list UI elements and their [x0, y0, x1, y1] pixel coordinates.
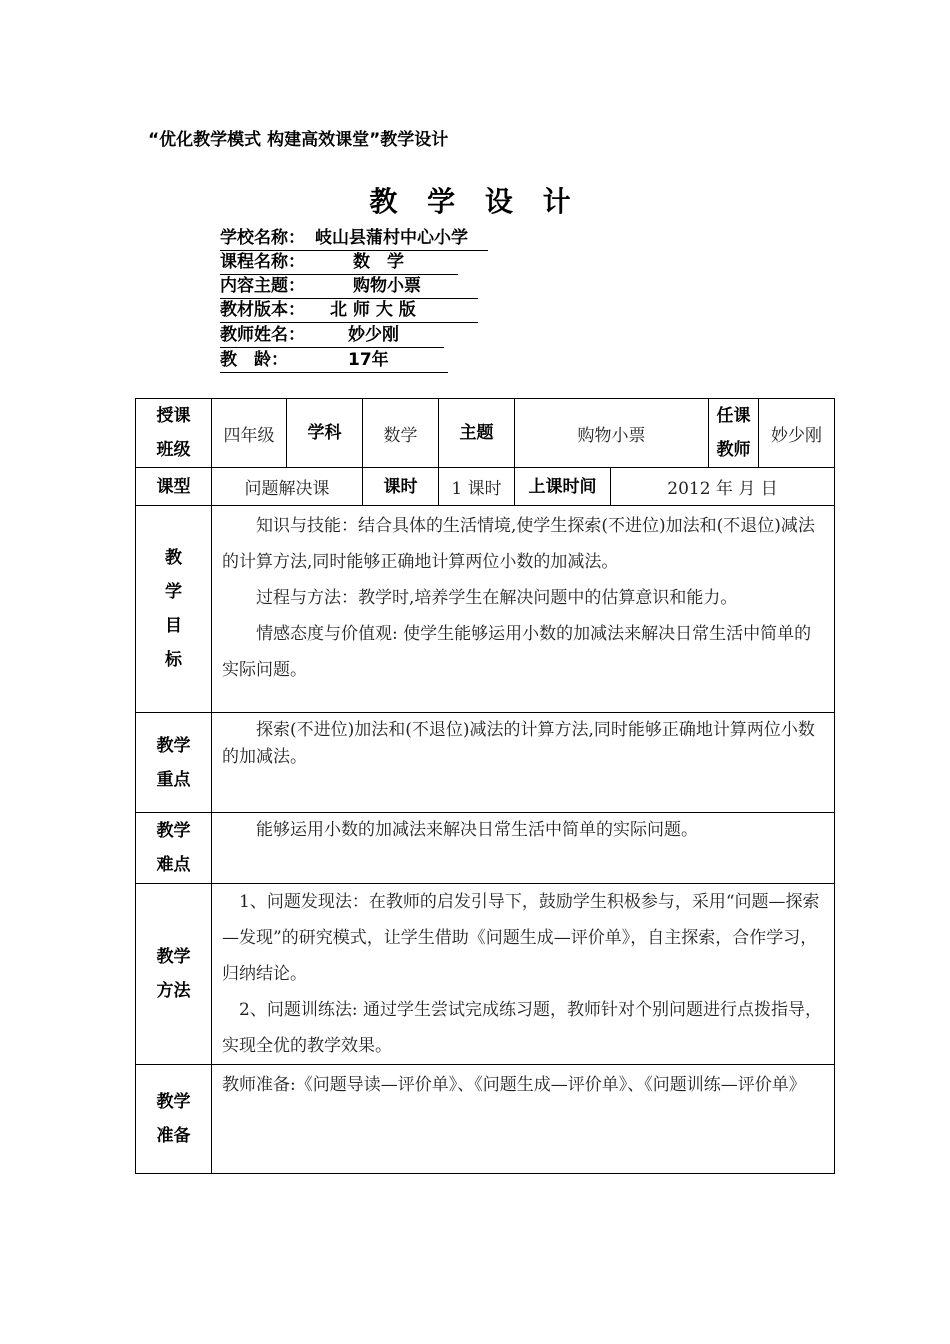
table-row: [136, 399, 835, 468]
hours-value: 1 课时: [439, 468, 515, 506]
topic-label: 主题: [439, 399, 515, 468]
info-value: 数 学: [353, 252, 404, 272]
info-value: 17年: [348, 350, 389, 370]
preparation-label-cell: 教学 准备: [136, 1065, 212, 1174]
info-value: 北 师 大 版: [330, 300, 416, 320]
info-value: 购物小票: [353, 276, 421, 296]
paragraph: 探索(不进位)加法和(不退位)减法的计算方法,同时能够正确地计算两位小数的加减法。: [222, 720, 815, 767]
difficulties-label-cell: 教学 难点: [136, 813, 212, 884]
paragraph: 情感态度与价值观: 使学生能够运用小数的加减法来解决日常生活中简单的实际问题。: [222, 624, 812, 680]
paragraph: 教师准备:《问题导读—评价单》、《问题生成—评价单》、《问题训练—评价单》: [222, 1075, 806, 1095]
info-topic: [220, 275, 478, 299]
info-teacher: [220, 324, 444, 348]
methods-content: [212, 884, 835, 1065]
table-row: [136, 1065, 835, 1174]
time-label: 上课时间: [515, 468, 611, 506]
info-teaching-years: [220, 349, 448, 373]
paragraph: 知识与技能：结合具体的生活情境,使学生探索(不进位)加法和(不退位)减法的计算方法,同时能够正确地计算两位小数的加减法。: [222, 516, 815, 572]
info-value: 妙少刚: [348, 325, 399, 345]
info-label: 内容主题：: [220, 276, 305, 296]
table-row: [136, 713, 835, 813]
info-label: 教 龄：: [220, 350, 288, 370]
info-label: 教材版本：: [220, 300, 305, 320]
objectives-content: [212, 506, 835, 713]
underline: [220, 322, 478, 323]
info-label: 学校名称：: [220, 228, 305, 248]
table-row: [136, 506, 835, 713]
document-title: 教 学 设 计: [369, 185, 581, 218]
paragraph: 过程与方法：教学时,培养学生在解决问题中的估算意识和能力。: [256, 588, 738, 608]
info-course: [220, 251, 458, 275]
paragraph: 能够运用小数的加减法来解决日常生活中简单的实际问题。: [256, 820, 698, 840]
objectives-label-cell: 教 学 目 标: [136, 506, 212, 713]
class-label-cell: 授课 班级: [136, 399, 212, 468]
info-label: 课程名称：: [220, 252, 305, 272]
info-value: 岐山县蒲村中心小学: [315, 228, 468, 248]
info-label: 教师姓名：: [220, 325, 305, 345]
preparation-content: [212, 1065, 835, 1174]
class-value: 四年级: [212, 399, 287, 468]
table-row: [136, 468, 835, 506]
header-line: “优化教学模式 构建高效课堂”教学设计: [148, 130, 449, 150]
difficulties-content: [212, 813, 835, 884]
type-value: 问题解决课: [212, 468, 363, 506]
key-points-label-cell: 教学 重点: [136, 713, 212, 813]
subject-value: 数学: [363, 399, 439, 468]
underline: [220, 372, 448, 373]
paragraph: 1、问题发现法：在教师的启发引导下，鼓励学生积极参与，采用“问题—探索—发现”的研究模式，让学生借助《问题生成—评价单》，自主探索，合作学习，归纳结论。: [222, 892, 820, 984]
paragraph: 2、问题训练法: 通过学生尝试完成练习题，教师针对个别问题进行点拨指导，实现全优的教学效果。: [222, 1000, 822, 1056]
table-row: [136, 884, 835, 1065]
teacher-value: 妙少刚: [759, 399, 835, 468]
hours-label: 课时: [363, 468, 439, 506]
info-school: [220, 227, 488, 251]
key-points-content: [212, 713, 835, 813]
underline: [220, 347, 444, 348]
lesson-plan-table: [135, 398, 835, 1174]
subject-label: 学科: [287, 399, 363, 468]
info-edition: [220, 299, 478, 323]
table-row: [136, 813, 835, 884]
methods-label-cell: 教学 方法: [136, 884, 212, 1065]
type-label: 课型: [136, 468, 212, 506]
time-value: 2012 年 月 日: [611, 468, 835, 506]
topic-value: 购物小票: [515, 399, 709, 468]
teacher-label-cell: 任课 教师: [709, 399, 759, 468]
